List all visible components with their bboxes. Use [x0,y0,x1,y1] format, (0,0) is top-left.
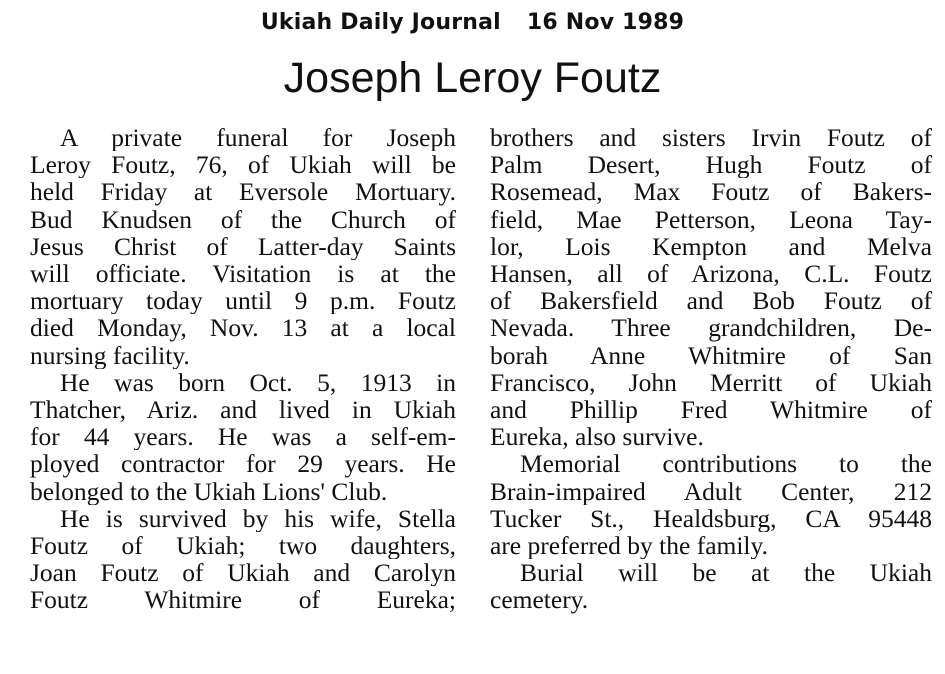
obituary-title: Joseph Leroy Foutz [283,54,662,102]
text-line: Jesus Christ of Latter-day Saints [30,232,456,261]
text-line: are preferred by the family. [490,532,768,560]
text-line: ployed contractor for 29 years. He [30,450,456,478]
right-column [490,124,932,614]
text-line: He was born Oct. 5, 1913 in [60,368,456,397]
text-line: Bud Knudsen of the Church of [30,205,456,233]
text-line: held Friday at Eversole Mortuary. [30,178,456,206]
text-line: for 44 years. He was a self-em- [30,423,456,451]
text-line: Eureka, also survive. [490,423,704,451]
publication-date: 16 Nov 1989 [526,10,685,35]
text-line: brothers and sisters Irvin Foutz of [490,124,932,152]
text-line: He is survived by his wife, Stella [60,504,456,533]
text-line: mortuary today until 9 p.m. Foutz [30,287,456,315]
text-line: Brain-impaired Adult Center, 212 [490,477,932,505]
text-line: lor, Lois Kempton and Melva [490,232,932,261]
text-line: Memorial contributions to the [520,450,932,478]
text-line: Thatcher, Ariz. and lived in Ukiah [30,396,456,424]
publication-name: Ukiah Daily Journal [260,10,501,35]
text-line: A private funeral for Joseph [60,124,456,152]
text-line: Foutz Whitmire of Eureka; [30,586,456,614]
text-line: and Phillip Fred Whitmire of [490,396,932,424]
text-line: Rosemead, Max Foutz of Bakers- [490,178,932,206]
text-line: borah Anne Whitmire of San [490,341,932,369]
text-line: Burial will be at the Ukiah [520,559,932,587]
text-line: Tucker St., Healdsburg, CA 95448 [490,504,932,533]
text-line: of Bakersfield and Bob Foutz of [490,287,932,315]
text-line: Joan Foutz of Ukiah and Carolyn [30,559,456,587]
left-column [30,124,456,614]
text-line: belonged to the Ukiah Lions' Club. [30,477,388,505]
text-line: Francisco, John Merritt of Ukiah [490,368,932,397]
text-line: Foutz of Ukiah; two daughters, [30,532,456,560]
text-line: Nevada. Three grandchildren, De- [490,314,932,342]
text-line: Hansen, all of Arizona, C.L. Foutz [490,260,932,288]
text-line: field, Mae Petterson, Leona Tay- [490,205,932,233]
text-line: cemetery. [490,586,589,614]
text-line: will officiate. Visitation is at the [30,260,456,288]
text-line: Leroy Foutz, 76, of Ukiah will be [30,151,456,179]
publication-header [0,10,945,35]
text-line: Palm Desert, Hugh Foutz of [490,151,932,179]
text-line: died Monday, Nov. 13 at a local [30,314,456,342]
text-line: nursing facility. [30,341,190,369]
